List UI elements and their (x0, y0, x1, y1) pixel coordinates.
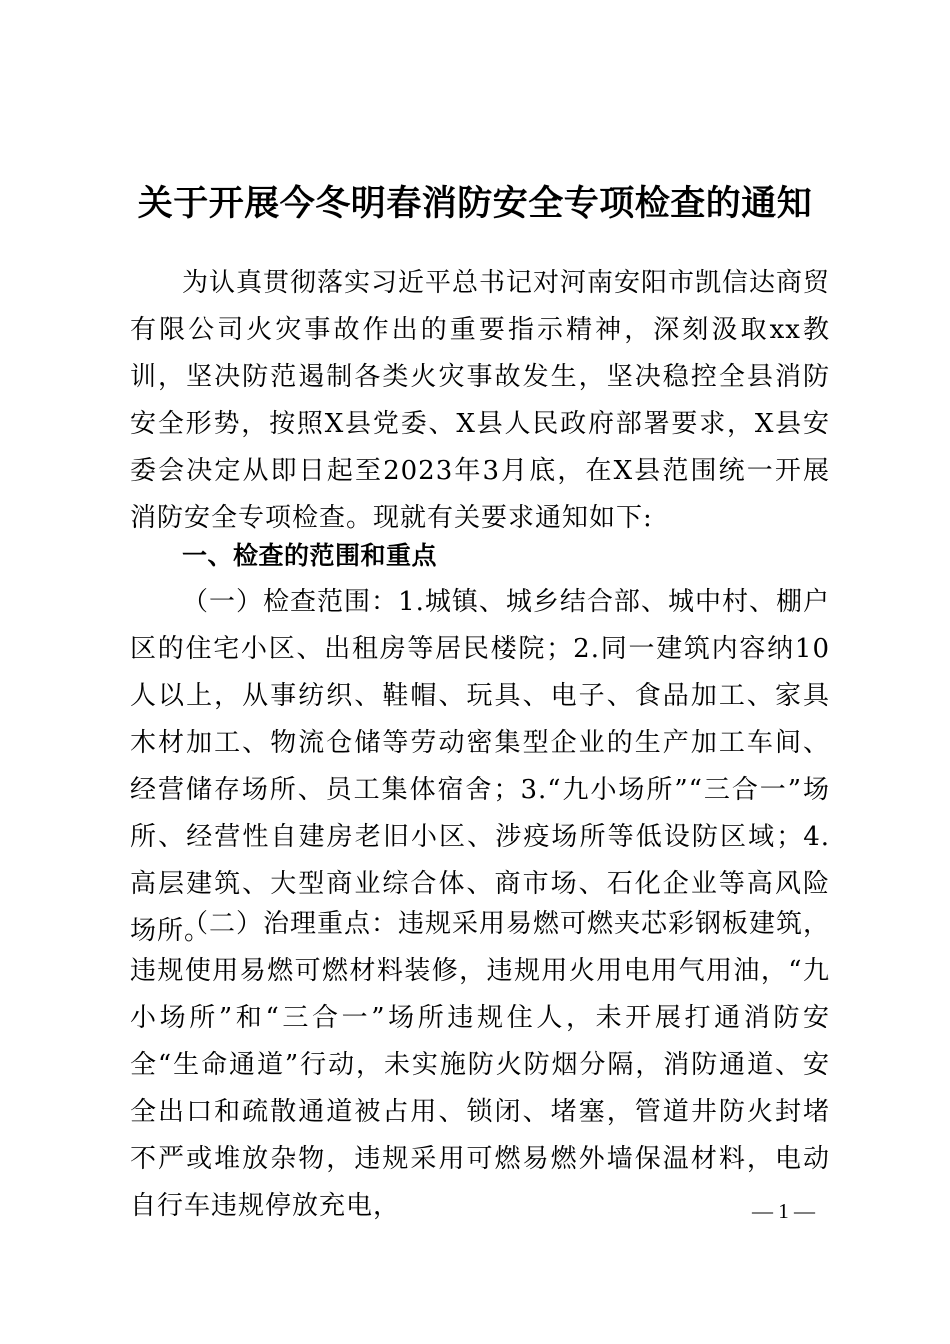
focus-paragraph: （二）治理重点：违规采用易燃可燃夹芯彩钢板建筑，违规使用易燃可燃材料装修，违规用火用电用气用油，“九小场所”和“三合一”场所违规住人，未开展打通消防安全“生命通道”行动，未实施防火防烟分隔，消防通道、安全出口和疏散通道被占用、锁闭、堵塞，管道井防火封堵不严或堆放杂物，违规采用可燃易燃外墙保温材料，电动自行车违规停放充电， (130, 909, 831, 1221)
scope-paragraph: （一）检查范围：1.城镇、城乡结合部、城中村、棚户区的住宅小区、出租房等居民楼院；2.同一建筑内容纳10人以上，从事纺织、鞋帽、玩具、电子、食品加工、家具木材加工、物流仓储等劳动密集型企业的生产加工车间、经营储存场所、员工集体宿舍；3.“九小场所”“三合一”场所、经营性自建房老旧小区、涉疫场所等低设防区域；4.高层建筑、大型商业综合体、商市场、石化企业等高风险场所。 (130, 587, 830, 946)
page-number: — 1 — (752, 1199, 815, 1223)
document-title: 关于开展今冬明春消防安全专项检查的通知 (137, 183, 813, 224)
intro-paragraph: 为认真贯彻落实习近平总书记对河南安阳市凯信达商贸有限公司火灾事故作出的重要指示精神，深刻汲取xx教训，坚决防范遏制各类火灾事故发生，坚决稳控全县消防安全形势，按照X县党委、X县人民政府部署要求，X县安委会决定从即日起至2023年3月底，在X县范围统一开展消防安全专项检查。现就有关要求通知如下: (130, 268, 831, 533)
section-heading: 一、检查的范围和重点 (182, 541, 438, 570)
